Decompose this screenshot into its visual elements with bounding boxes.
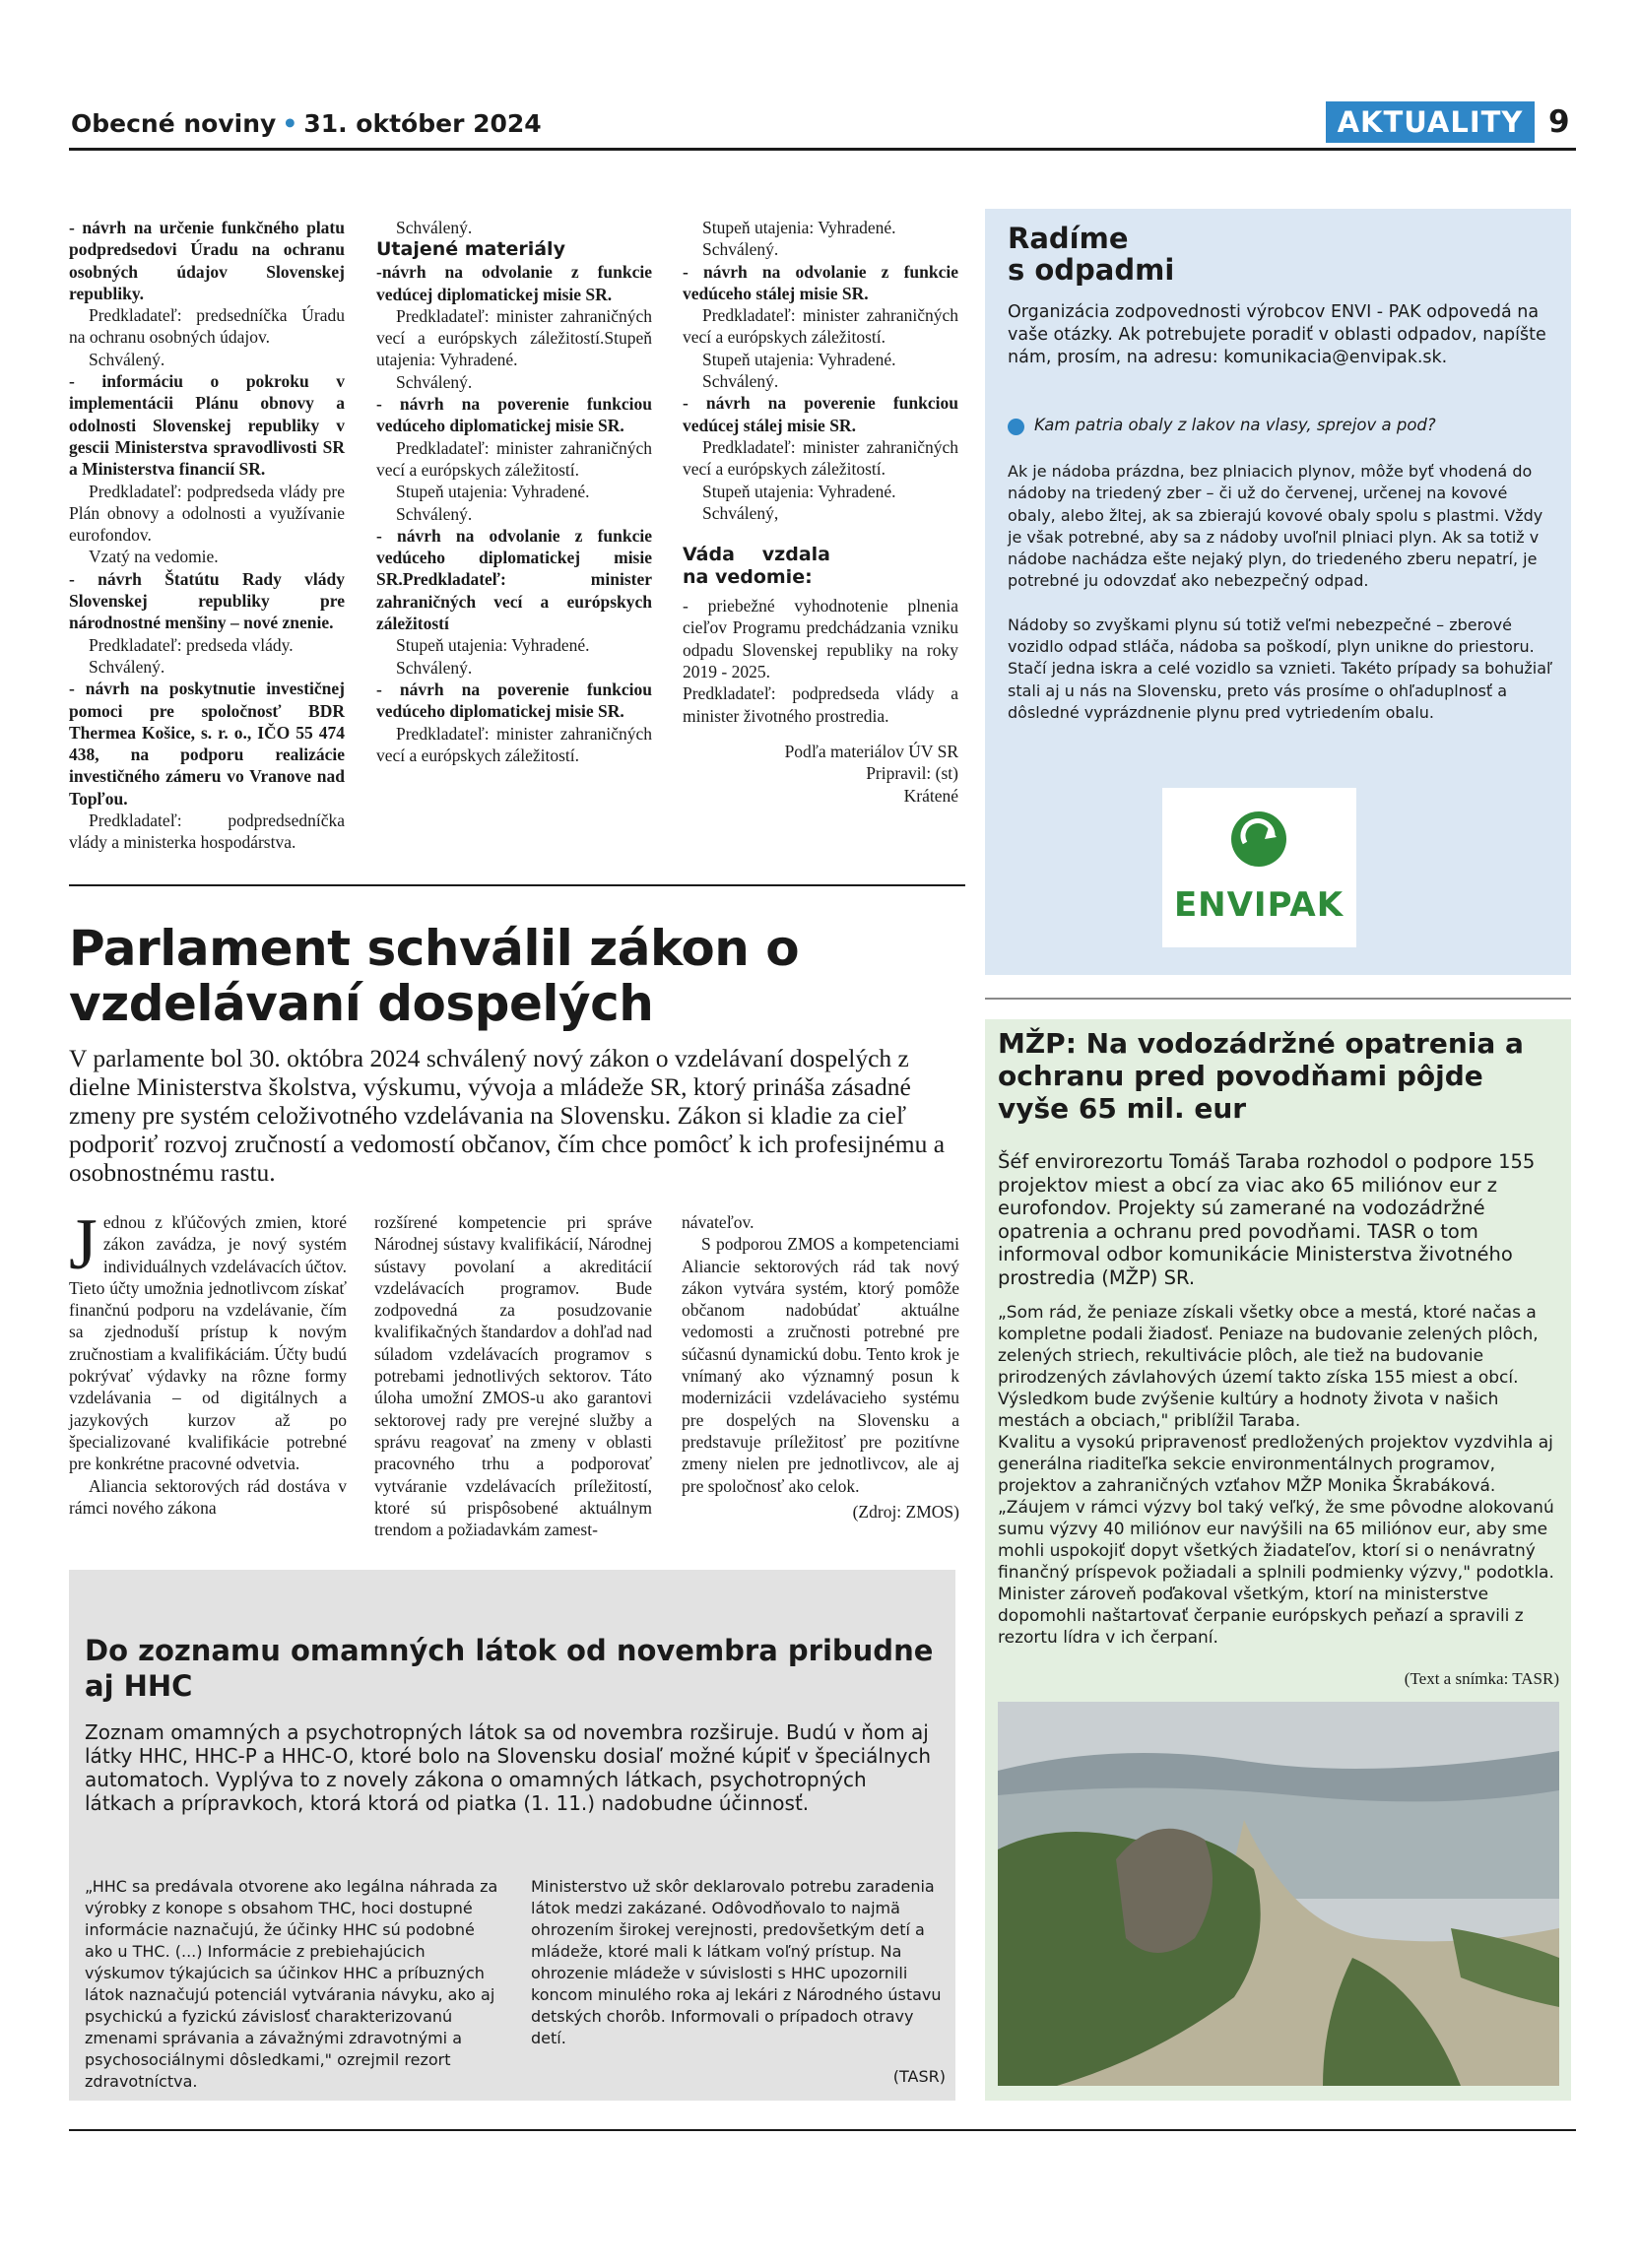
flood-photo	[998, 1702, 1559, 2086]
item: Schválený,	[702, 502, 779, 523]
advice-title	[1008, 223, 1174, 286]
hhc-column-1: „HHC sa predávala otvorene ako legálna náhrada za výrobky z konope s obsahom THC, hoci dostupné informácie naznačujú, že účinky HHC sú podobné ako u THC. (...) Informácie z prebiehajúcich výskumov týkajúcich sa účinkov HHC a príbuzných látok naznačujú potenciál vytvárania návyku, ako aj psychickú a fyzickú závislosť charakterizovanú zmenami správania a závažnými zdravotnými a psychosociálnymi dôsledkami," ozrejmil rezort zdravotníctva.	[85, 1877, 498, 2091]
source-line: Pripravil: (st)	[866, 763, 958, 784]
article-text: návateľov.	[682, 1212, 754, 1232]
item: - návrh na poverenie funkciou vedúceho diplomatickej misie SR.	[376, 394, 652, 436]
article-text: S podporou ZMOS a kompetenciami Aliancie sektorových rád tak nový zákon vytvára systém, ktorý pomôže občanom nadobúdať aktuálne vedomosti a zručnosti potrebné pre súčasnú dynamickú dobu. Tento krok je vnímaný ako významný posun k modernizácii vzdelávacieho systému pre dospelých na Slovensku a predstavuje príležitosť pre pozitívne zmeny nielen pre jednotlivcov, ale aj pre spoločnosť ako celok.	[682, 1234, 959, 1496]
bullet-icon	[1008, 419, 1024, 435]
mzp-body	[998, 1302, 1559, 1649]
answer-paragraph: Ak je nádoba prázdna, bez plniacich plynov, môže byť vhodená do nádoby na triedený zber – či už do červenej, určenej na kovové obaly, alebo žltej, ak sa zbierajú kovové obaly spolu s plastmi. Vždy je však potrebné, aby sa z nádoby uvoľnil plniaci plyn. Ak sa totiž v nádobe nachádza ešte nejaký plyn, do triedeného zberu nepatrí, je potrebné ju odovzdať ako nebezpečný odpad.	[1008, 462, 1543, 591]
item: Predkladateľ: podpredseda vlády pre Plán obnovy a odolnosti a využívanie eurofondov.	[69, 481, 345, 546]
article-headline: Parlament schválil zákon o vzdelávaní dospelých	[69, 920, 800, 1032]
hhc-headline: Do zoznamu omamných látok od novembra pribudne aj HHC	[85, 1634, 934, 1703]
source-line: Krátené	[903, 785, 958, 806]
item: Schválený.	[396, 371, 473, 392]
item: - návrh na poskytnutie investičnej pomoci pre spoločnosť BDR Thermea Košice, s. r. o., IČO 55 474 438, na podporu realizácie investičného zámeru vo Vranove nad Topľou.	[69, 679, 345, 809]
item: - priebežné vyhodnotenie plnenia cieľov Programu predchádzania vzniku odpadu Slovenskej republiky na roky 2019 - 2025.	[683, 596, 958, 682]
page-number: 9	[1548, 104, 1570, 140]
article-column-1	[69, 1204, 347, 1519]
item: Stupeň utajenia: Vyhradené.	[396, 482, 590, 502]
section-label: AKTUALITY	[1326, 101, 1535, 143]
item: Schválený.	[702, 239, 779, 260]
item: - informáciu o pokroku v implementácii Plánu obnovy a odolnosti Slovenskej republiky v gescii Ministerstva spravodlivosti SR a Ministerstva financií SR.	[69, 371, 345, 480]
article-column-2	[374, 1211, 652, 1540]
item: - návrh na odvolanie z funkcie vedúceho stálej misie SR.	[683, 261, 958, 303]
item: Vzatý na vedomie.	[89, 547, 219, 567]
recycle-icon	[1162, 788, 1356, 947]
subheading: Utajené materiály	[376, 238, 565, 261]
item: Schválený.	[396, 218, 473, 237]
hhc-column-2: Ministerstvo už skôr deklarovalo potrebu zaradenia látok medzi zakázané. Odôvodňovalo to najmä ohrozením širokej verejnosti, predovšetkým detí a mládeže, ktoré mali k látkam voľný prístup. Na ohrozenie mládeže v súvislosti s HHC upozornili koncom minulého roka aj lekári z Národného ústavu detských chorôb. Informovali o prípadoch otravy detí.	[531, 1877, 942, 2047]
item: Schválený.	[396, 503, 473, 524]
section-divider	[69, 884, 965, 886]
item: Predkladateľ: predseda vlády.	[89, 634, 294, 655]
item: Stupeň utajenia: Vyhradené.	[702, 349, 896, 369]
item: - návrh Štatútu Rady vlády Slovenskej republiky pre národnostné menšiny – nové znenie.	[69, 568, 345, 633]
landscape-image	[998, 1702, 1559, 2086]
item: Predkladateľ: minister zahraničných vecí a európskych záležitostí.	[376, 437, 652, 480]
mzp-source: (Text a snímka: TASR)	[1404, 1669, 1559, 1688]
item: Schválený.	[396, 657, 473, 678]
item: Schválený.	[89, 349, 165, 369]
item: Predkladateľ: minister zahraničných vecí a európskych záležitostí.Stupeň utajenia: Vyhradené.	[376, 305, 652, 370]
gov-column-3	[683, 217, 958, 807]
logo-text: ENVIPAK	[1173, 885, 1345, 925]
item: Predkladateľ: podpredsedníčka vlády a ministerka hospodárstva.	[69, 810, 345, 853]
item: Predkladateľ: minister zahraničných vecí a európskych záležitostí.	[376, 723, 652, 765]
item: Predkladateľ: minister zahraničných vecí a európskych záležitostí.	[683, 305, 958, 348]
article-lead: V parlamente bol 30. októbra 2024 schválený nový zákon o vzdelávaní dospelých z dielne Ministerstva školstva, výskumu, vývoja a mládeže SR, ktorý prináša zásadné zmeny pre systém celoživotného vzdelávania na Slovensku. Zákon si kladie za cieľ podporiť rozvoj zručností a vedomostí občanov, čím chce pomôcť k ich profesijnému a osobnostnému rastu.	[69, 1044, 946, 1187]
item: Schválený.	[702, 371, 779, 392]
mzp-lead: Šéf envirorezortu Tomáš Taraba rozhodol o podpore 155 projektov miest a obcí za viac ako 65 miliónov eur z eurofondov. Projekty sú zamerané na vodozádržné opatrenia a ochranu pred povodňami. TASR o tom informoval odbor komunikácie Ministerstva životného prostredia (MŽP) SR.	[998, 1150, 1536, 1289]
item: - návrh na poverenie funkciou vedúceho diplomatickej misie SR.	[376, 679, 652, 722]
advice-answer	[1008, 461, 1559, 745]
mzp-paragraph: Minister zároveň poďakoval všetkým, ktorí na ministerstve dopomohli naštartovať čerpanie európskych peňazí a spravili z rezortu lídra v ich čerpaní.	[998, 1585, 1524, 1648]
article-text: ednou z kľúčových zmien, ktoré zákon zavádza, je nový systém individuálnych vzdelávacích účtov. Tieto účty umožnia jednotlivcom získať finančnú podporu na vzdelávanie, čím sa zjednoduší prístup k novým zručnostiam a kvalifikáciám. Účty budú pokrývať výdavky na rôzne formy vzdelávania – od digitálnych a jazykových kurzov až po špecializované kvalifikácie potrebné pre konkrétne pracovné odvetvia.	[69, 1212, 347, 1474]
item: Schválený.	[89, 656, 165, 677]
item: Stupeň utajenia: Vyhradené.	[396, 635, 590, 656]
advice-title-line: Radíme	[1008, 222, 1129, 255]
item: -návrh na odvolanie z funkcie vedúcej diplomatickej misie SR.	[376, 262, 652, 304]
article-source: (Zdroj: ZMOS)	[852, 1501, 959, 1522]
article-text: Aliancia sektorových rád dostáva v rámci nového zákona	[69, 1475, 347, 1518]
article-column-3	[682, 1211, 959, 1523]
item: Predkladateľ: podpredseda vlády a minister životného prostredia.	[683, 683, 958, 726]
column-separator	[985, 998, 1571, 1000]
gov-column-1	[69, 217, 345, 854]
item: Stupeň utajenia: Vyhradené.	[702, 481, 896, 501]
item: Stupeň utajenia: Vyhradené.	[702, 218, 896, 237]
subheading: Váda vzdala na vedomie:	[683, 544, 830, 589]
answer-paragraph: Nádoby so zvyškami plynu sú totiž veľmi nebezpečné – zberové vozidlo odpad stláča, nádoba sa poškodí, plyn unikne do priestoru. Stačí jedna iskra a celé vozidlo sa vznieti. Takéto prípady sa bohužiaľ stali aj u nás na Slovensku, preto vás prosíme o ohľaduplnosť a dôsledné vyprázdnenie plynu pred vytriedením obalu.	[1008, 615, 1553, 722]
advice-title-line: s odpadmi	[1008, 253, 1175, 287]
issue-date: 31. október 2024	[303, 109, 542, 138]
drop-cap: J	[69, 1204, 98, 1285]
header-rule	[69, 148, 1576, 151]
footer-rule	[69, 2129, 1576, 2131]
mzp-paragraph: Kvalitu a vysokú pripravenosť predložených projektov vyzdvihla aj generálna riaditeľka sekcie environmentálnych programov, projektov a zahraničných vzťahov MŽP Monika Škrabáková. „Záujem v rámci výzvy bol taký veľký, že sme pôvodne alokovanú sumu výzvy 40 miliónov eur navýšili na 65 miliónov eur, aby sme mohli uspokojiť dopyt všetkých žiadateľov, ktorí si o nenávratný finančný príspevok požiadali a splnili podmienky výzvy," podotkla.	[998, 1433, 1554, 1583]
item: - návrh na poverenie funkciou vedúcej stálej misie SR.	[683, 393, 958, 435]
mzp-paragraph: „Som rád, že peniaze získali všetky obce a mestá, ktoré načas a kompletne podali žiadosť. Peniaze na budovanie zelených plôch, zelených striech, rekultivácie plôch, ale tiež na budovanie prirodzených závlahových území takto získa 155 miest a obcí. Výsledkom bude zvýšenie kultúry a hodnoty života v našich mestách a obciach," priblížil Taraba.	[998, 1303, 1539, 1431]
masthead	[71, 109, 542, 138]
item: Predkladateľ: minister zahraničných vecí a európskych záležitostí.	[683, 436, 958, 480]
hhc-source: (TASR)	[892, 2067, 946, 2086]
advice-intro: Organizácia zodpovednosti výrobcov ENVI - PAK odpovedá na vaše otázky. Ak potrebujete poradiť v oblasti odpadov, napíšte nám, prosím, na adresu: komunikacia@envipak.sk.	[1008, 302, 1546, 367]
item: - návrh na odvolanie z funkcie vedúceho diplomatickej misie SR.Predkladateľ: minister zahraničných vecí a európskych záležitostí	[376, 525, 652, 634]
hhc-lead: Zoznam omamných a psychotropných látok sa od novembra rozširuje. Budú v ňom aj látky HHC, HHC-P a HHC-O, ktoré bolo na Slovensku dosiaľ možné kúpiť v špeciálnych automatoch. Vyplýva to z novely zákona o omamných látkach, psychotropných látkach a prípravkoch, ktorá ktorá od piatka (1. 11.) nadobudne účinnosť.	[85, 1720, 932, 1815]
mzp-headline: MŽP: Na vodozádržné opatrenia a ochranu pred povodňami pôjde vyše 65 mil. eur	[998, 1027, 1524, 1125]
advice-question: Kam patria obaly z lakov na vlasy, sprejov a pod?	[1034, 416, 1436, 434]
item: - návrh na určenie funkčného platu podpredsedovi Úradu na ochranu osobných údajov Slovenskej republiky.	[69, 218, 345, 303]
gov-column-2	[376, 217, 652, 766]
article-text: rozšírené kompetencie pri správe Národnej sústavy kvalifikácií, Národnej sústavy povolaní a akreditácií vzdelávacích programov. Bude zodpovedná za posudzovanie kvalifikačných štandardov a dohľad nad súladom vzdelávacích programov s potrebami jednotlivých sektorov. Táto úloha umožní ZMOS-u ako garantovi sektorovej rady pre verejné služby a správu reagovať na zmeny v oblasti pracovného trhu a podporovať vytváranie vzdelávacích príležitostí, ktoré sú prispôsobené aktuálnym trendom a požiadavkám zamest-	[374, 1212, 652, 1540]
separator-dot: •	[282, 109, 298, 138]
source-line: Podľa materiálov ÚV SR	[784, 741, 958, 761]
item: Predkladateľ: predsedníčka Úradu na ochranu osobných údajov.	[69, 305, 345, 348]
envipak-logo	[1162, 788, 1356, 947]
publication-name: Obecné noviny	[71, 109, 277, 138]
